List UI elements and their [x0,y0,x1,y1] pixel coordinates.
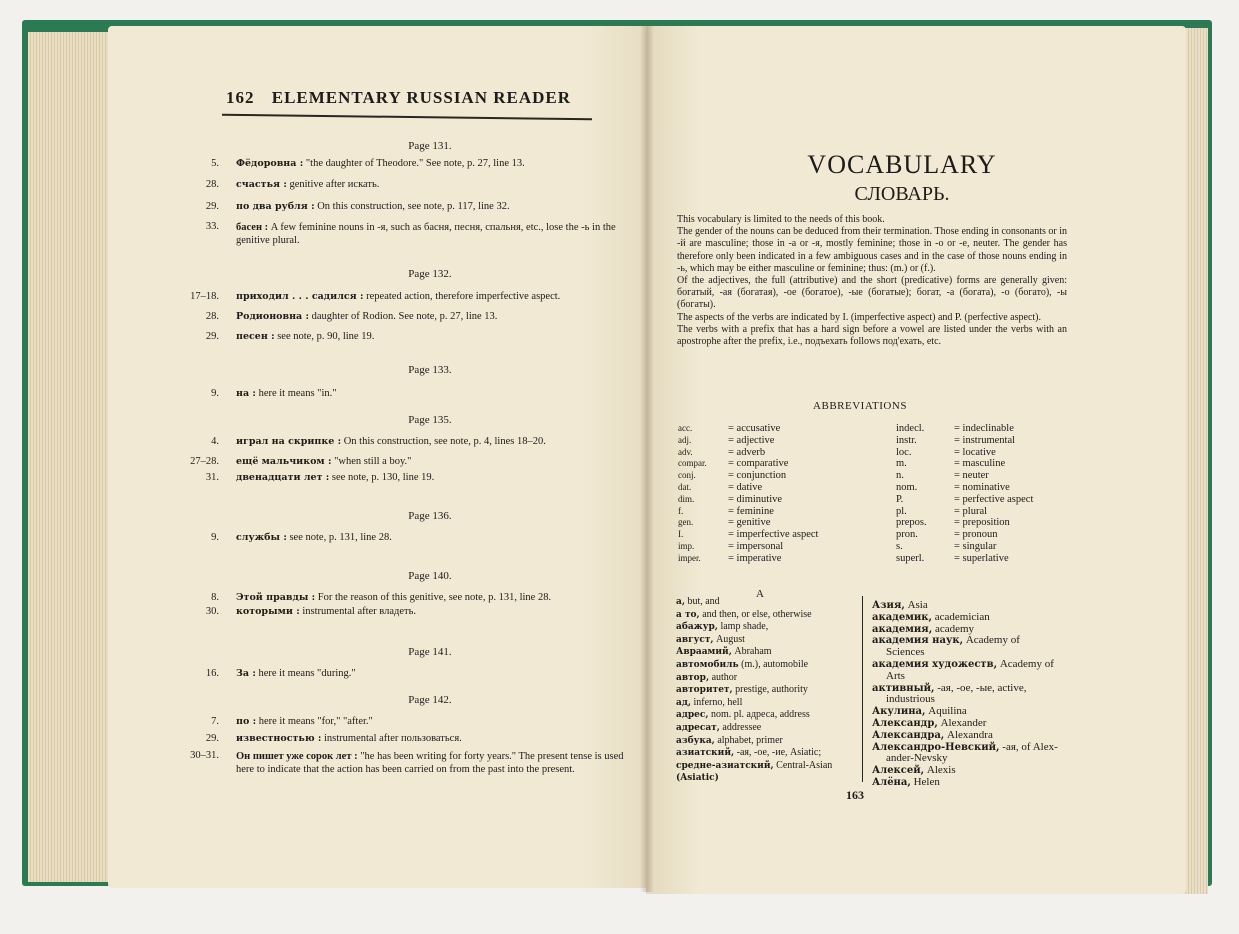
abbreviation-key: indecl. [896,423,925,434]
vocabulary-entry [676,697,858,710]
abbreviation-row [678,506,818,518]
abbreviation-meaning: = impersonal [728,540,784,552]
note-entry [236,311,497,322]
abbreviation-key: n. [896,470,904,482]
abbreviation-key: pl. [896,505,907,517]
note-term: басен : [236,222,269,233]
abbreviation-row [678,553,818,565]
vocabulary-definition: ander-Nevsky [886,752,948,765]
vocabulary-definition: Abraham [731,646,772,658]
note-term: Этой правды : [236,592,316,603]
note-line-number: 16. [205,668,219,679]
abbreviation-key: imper. [678,552,701,563]
abbreviation-key: instr. [896,434,917,446]
vocabulary-definition: inferno, hell [690,696,743,708]
vocabulary-headword: азиатский, [676,748,735,759]
note-text: "when still a boy." [334,456,412,467]
abbreviation-meaning: = feminine [728,505,774,517]
abbreviation-key: prepos. [896,517,927,529]
abbreviation-key: compar. [678,458,707,469]
note-entry [236,331,374,342]
vocabulary-entry [676,709,858,722]
page-number-left: 162 [226,88,255,107]
vocabulary-headword: Авраамий, [676,647,732,658]
vocabulary-definition: addressee [719,721,762,733]
abbreviation-meaning: = plural [954,505,988,517]
note-line-number: 29. [205,201,219,212]
vocabulary-definition: lamp shade, [717,621,769,633]
vocabulary-entry [872,753,1070,765]
note-term: по : [236,716,257,727]
vocabulary-entry [676,735,858,748]
abbreviation-meaning: = genitive [728,517,771,529]
abbreviation-row [896,482,1033,494]
abbreviation-row [678,423,818,435]
abbreviations-list-right [896,423,1033,565]
vocabulary-headword: академия художеств, [872,658,998,670]
vocabulary-definition: Academy of [997,657,1054,670]
note-line-number: 8. [211,592,219,603]
vocabulary-definition: academician [932,610,990,623]
abbreviation-meaning: = superlative [954,552,1009,564]
note-text: On this construction, see note, p. 117, line 32. [317,201,510,212]
note-entry [236,716,373,727]
vocabulary-headword: автомобиль [676,659,739,670]
abbreviation-key: f. [678,505,684,516]
note-line-number: 30. [205,606,219,617]
vocabulary-headword: академия, [872,623,933,635]
vocabulary-headword: (Asiatic) [676,773,719,784]
note-term: Фёдоровна : [236,158,304,169]
note-entry [236,179,379,190]
note-entry [236,733,462,744]
vocabulary-headword: Азия, [872,600,905,611]
note-entry [236,158,525,169]
vocabulary-definition: -ая, of Alex- [999,740,1058,753]
note-entry [236,388,337,399]
vocabulary-headword: Александр, [872,717,938,729]
abbreviation-key: dim. [678,493,695,504]
vocabulary-entry [676,760,858,773]
page-number-right: 163 [846,788,864,802]
abbreviations-title: ABBREVIATIONS [813,400,907,412]
intro-paragraph: The aspects of the verbs are indicated by I. (imperfective aspect) and P. (perfective aspect). [677,311,1041,323]
note-term: играл на скрипке : [236,436,342,447]
abbreviation-meaning: = nominative [954,481,1010,493]
abbreviation-key: imp. [678,540,695,551]
abbreviations-list-left [678,423,818,565]
vocabulary-definition: Helen [910,775,940,788]
abbreviation-meaning: = imperative [728,552,782,564]
vocabulary-entry [872,694,1070,706]
intro-paragraph: The verbs with a prefix that has a hard sign before a vowel are listed under the verbs with an apostrophe after the prefix, i.e., подъехать follows под'ехать, etc. [677,323,1067,348]
note-term: двенадцати лет : [236,472,330,483]
abbreviation-row [678,458,818,470]
note-text: repeated action, therefore imperfective aspect. [366,291,561,302]
abbreviation-key: P. [896,493,904,505]
vocabulary-headword: средне-азиатский, [676,760,774,771]
note-line-number: 27–28. [190,456,219,467]
abbreviation-meaning: = neuter [954,470,989,482]
note-line-number: 28. [205,179,219,190]
note-text: A few feminine nouns in -я, such as басня, песня, спальня, etc., lose the -ь in the genitive plural. [236,222,616,246]
vocabulary-headword: а то, [676,609,700,620]
note-line-number: 9. [211,388,219,399]
vocabulary-definition: Sciences [886,646,925,659]
abbreviation-row [896,435,1033,447]
note-text: For the reason of this genitive, see note, p. 131, line 28. [317,592,552,603]
abbreviation-key: loc. [896,446,912,458]
vocabulary-definition: -ая, -ое, -ие, Asiatic; [734,747,822,759]
note-line-number: 7. [211,716,219,727]
vocabulary-headword: Алексей, [872,765,925,777]
abbreviation-key: pron. [896,529,918,541]
column-divider [862,596,863,782]
section-letter: A [756,588,764,600]
note-line-number: 17–18. [190,291,219,302]
note-entry [236,750,628,776]
abbreviation-row [896,541,1033,553]
abbreviation-key: conj. [678,470,696,481]
note-term: которыми : [236,606,300,617]
vocabulary-definition: and then, or else, otherwise [699,608,812,620]
abbreviation-row [896,529,1033,541]
note-term: ещё мальчиком : [236,456,332,467]
note-line-number: 29. [205,733,219,744]
vocabulary-headword: ад, [676,697,691,708]
abbreviation-row [678,447,818,459]
abbreviation-meaning: = diminutive [728,493,783,505]
note-text: instrumental after владеть. [302,606,417,617]
abbreviation-row [678,482,818,494]
note-text: see note, p. 130, line 19. [331,472,435,483]
abbreviation-row [678,517,818,529]
vocabulary-definition: academy [932,622,975,635]
vocabulary-headword: абажур, [676,622,718,633]
vocabulary-definition: alphabet, primer [714,734,783,746]
abbreviation-meaning: = pronoun [954,529,998,541]
vocabulary-column-right [872,600,1070,789]
abbreviation-meaning: = adverb [728,446,766,458]
page-heading: Page 136. [408,510,452,522]
page-heading: Page 142. [408,694,452,706]
vocabulary-definition: nom. pl. адреса, address [708,709,810,721]
vocabulary-headword: активный, [872,682,935,694]
vocabulary-intro [677,214,1067,348]
note-entry [236,592,551,603]
abbreviation-meaning: = adjective [728,434,775,446]
abbreviation-row [896,458,1033,470]
note-text: here it means "during." [258,668,356,679]
vocabulary-headword: Александра, [872,729,945,741]
vocabulary-definition: Alexandra [944,728,993,741]
note-text: instrumental after пользоваться. [324,733,462,744]
vocabulary-headword: Алёна, [872,776,911,788]
note-text: see note, p. 90, line 19. [277,331,375,342]
vocabulary-entry [676,646,858,659]
note-term: известностью : [236,733,322,744]
note-line-number: 5. [211,158,219,169]
abbreviation-key: dat. [678,481,692,492]
note-line-number: 4. [211,436,219,447]
note-term: на : [236,388,256,399]
vocabulary-entry [676,596,858,609]
vocabulary-entry [676,634,858,647]
vocabulary-entry [676,672,858,685]
page-heading: Page 135. [408,414,452,426]
vocabulary-definition: August [713,633,745,645]
vocabulary-entry [676,772,858,785]
note-line-number: 28. [205,311,219,322]
abbreviation-row [678,435,818,447]
note-entry [236,668,356,679]
vocabulary-headword: автор, [676,672,710,683]
vocabulary-headword: а, [676,597,685,607]
note-text: genitive after искать. [289,179,380,190]
note-line-number: 33. [205,221,219,232]
abbreviation-meaning: = perfective aspect [954,493,1034,505]
abbreviation-row [896,423,1033,435]
running-header [226,88,588,108]
vocabulary-definition: industrious [886,693,935,706]
abbreviation-row [896,494,1033,506]
vocabulary-headword: Александро-Невский, [872,741,1000,753]
vocabulary-title: VOCABULARY [807,150,997,179]
note-line-number: 29. [205,331,219,342]
abbreviation-meaning: = indeclinable [954,423,1014,434]
vocabulary-entry [676,722,858,735]
abbreviation-row [896,553,1033,565]
note-term: счастья : [236,179,287,190]
vocabulary-definition: but, and [684,596,720,607]
note-entry [236,606,416,617]
abbreviation-key: adv. [678,446,693,457]
vocabulary-definition: Aquilina [925,705,967,718]
abbreviation-row [678,541,818,553]
abbreviation-key: superl. [896,552,925,564]
book-gutter [640,26,654,892]
note-line-number: 30–31. [190,750,219,761]
note-term: службы : [236,532,287,543]
page-edges-left [28,32,118,882]
note-text: daughter of Rodion. See note, p. 27, line 13. [311,311,498,322]
note-term: Родионовна : [236,311,310,322]
vocabulary-entry [872,765,1070,777]
intro-paragraph: The gender of the nouns can be deduced from their termination. Those ending in consonants or in -й are masculine; those in -а or -я, mostly feminine; those in -о or -е, neuter. The gender has therefore only been indicated in a few ambiguous cases and in the case of those nouns ending in -ь, which may be either masculine or feminine; thus: (m.) or (f.). [677,226,1067,274]
vocabulary-entry [676,659,858,672]
abbreviation-meaning: = singular [954,540,997,552]
vocabulary-definition: prestige, authority [732,684,808,696]
note-line-number: 31. [205,472,219,483]
vocabulary-headword: авторитет, [676,685,733,696]
page-heading: Page 141. [408,646,452,658]
vocabulary-headword: Акулина, [872,706,926,718]
vocabulary-headword: адрес, [676,710,709,721]
abbreviation-row [678,494,818,506]
vocabulary-definition: (m.), automobile [738,658,809,670]
abbreviation-meaning: = preposition [954,517,1010,529]
vocabulary-entry [676,747,858,760]
abbreviation-meaning: = instrumental [954,434,1016,446]
note-term: по два рубля : [236,201,315,212]
vocabulary-definition: Alexis [924,764,956,777]
abbreviation-row [896,447,1033,459]
note-entry [236,532,392,543]
abbreviation-key: nom. [896,481,918,493]
vocabulary-definition: Arts [886,669,905,682]
note-text: "the daughter of Theodore." See note, p. 27, line 13. [305,158,525,169]
vocabulary-definition: Asia [904,599,928,611]
abbreviation-row [896,506,1033,518]
vocabulary-headword: адресат, [676,722,720,733]
note-term: приходил . . . садился : [236,291,364,302]
note-entry [236,456,411,467]
page-heading: Page 133. [408,364,452,376]
vocabulary-definition: Academy of [963,634,1020,647]
abbreviation-row [896,470,1033,482]
note-entry [236,472,434,483]
abbreviation-key: m. [896,458,907,470]
abbreviation-row [896,517,1033,529]
note-term: Он пишет уже сорок лет : [236,751,358,762]
vocabulary-definition: Alexander [937,716,987,729]
vocabulary-entry [872,777,1070,789]
note-text: see note, p. 131, line 28. [289,532,392,543]
vocabulary-definition: -ая, -ое, -ые, active, [934,681,1027,694]
vocabulary-headword: академик, [872,611,933,623]
note-text: here it means "for," "after." [258,716,373,727]
note-text: On this construction, see note, p. 4, lines 18–20. [343,436,546,447]
vocabulary-entry [676,621,858,634]
vocabulary-subtitle: СЛОВАРЬ. [854,183,950,205]
vocabulary-entry [676,684,858,697]
vocabulary-headword: академия наук, [872,635,964,647]
intro-paragraph: Of the adjectives, the full (attributive) and the short (predicative) forms are generally given: богатый, -ая (богатая), -ое (богатое), -ые (богатые); богат, -а (богата), -о (богато), -ы (богаты). [677,275,1067,311]
note-text: "he has been writing for forty years." The present tense is used here to indicate that the action has been carried on from the past into the present. [236,751,624,775]
vocabulary-headword: август, [676,634,714,645]
abbreviation-key: gen. [678,517,694,528]
vocabulary-definition: Central-Asian [773,759,833,771]
note-term: песен : [236,331,275,342]
abbreviation-meaning: = locative [954,446,996,458]
intro-paragraph: This vocabulary is limited to the needs of this book. [677,214,885,225]
abbreviation-meaning: = accusative [728,423,781,434]
note-text: here it means "in." [258,388,337,399]
note-entry [236,436,546,447]
abbreviation-meaning: = conjunction [728,470,787,482]
abbreviation-meaning: = comparative [728,458,789,470]
note-line-number: 9. [211,532,219,543]
abbreviation-row [678,470,818,482]
abbreviation-key: adj. [678,434,692,445]
note-entry [236,201,510,212]
page-heading: Page 140. [408,570,452,582]
page-heading: Page 132. [408,268,452,280]
vocabulary-column-left [676,596,858,785]
abbreviation-meaning: = imperfective aspect [728,529,819,541]
vocabulary-headword: азбука, [676,735,715,746]
abbreviation-row [678,529,818,541]
note-term: За : [236,668,256,679]
page-heading: Page 131. [408,140,452,152]
abbreviation-key: I. [678,529,684,540]
abbreviation-meaning: = masculine [954,458,1006,470]
note-entry [236,221,628,247]
abbreviation-key: acc. [678,423,693,433]
vocabulary-definition: author [709,671,738,683]
vocabulary-entry [676,609,858,622]
abbreviation-key: s. [896,540,903,552]
note-entry [236,291,560,302]
abbreviation-meaning: = dative [728,481,763,493]
running-title: ELEMENTARY RUSSIAN READER [271,88,572,107]
